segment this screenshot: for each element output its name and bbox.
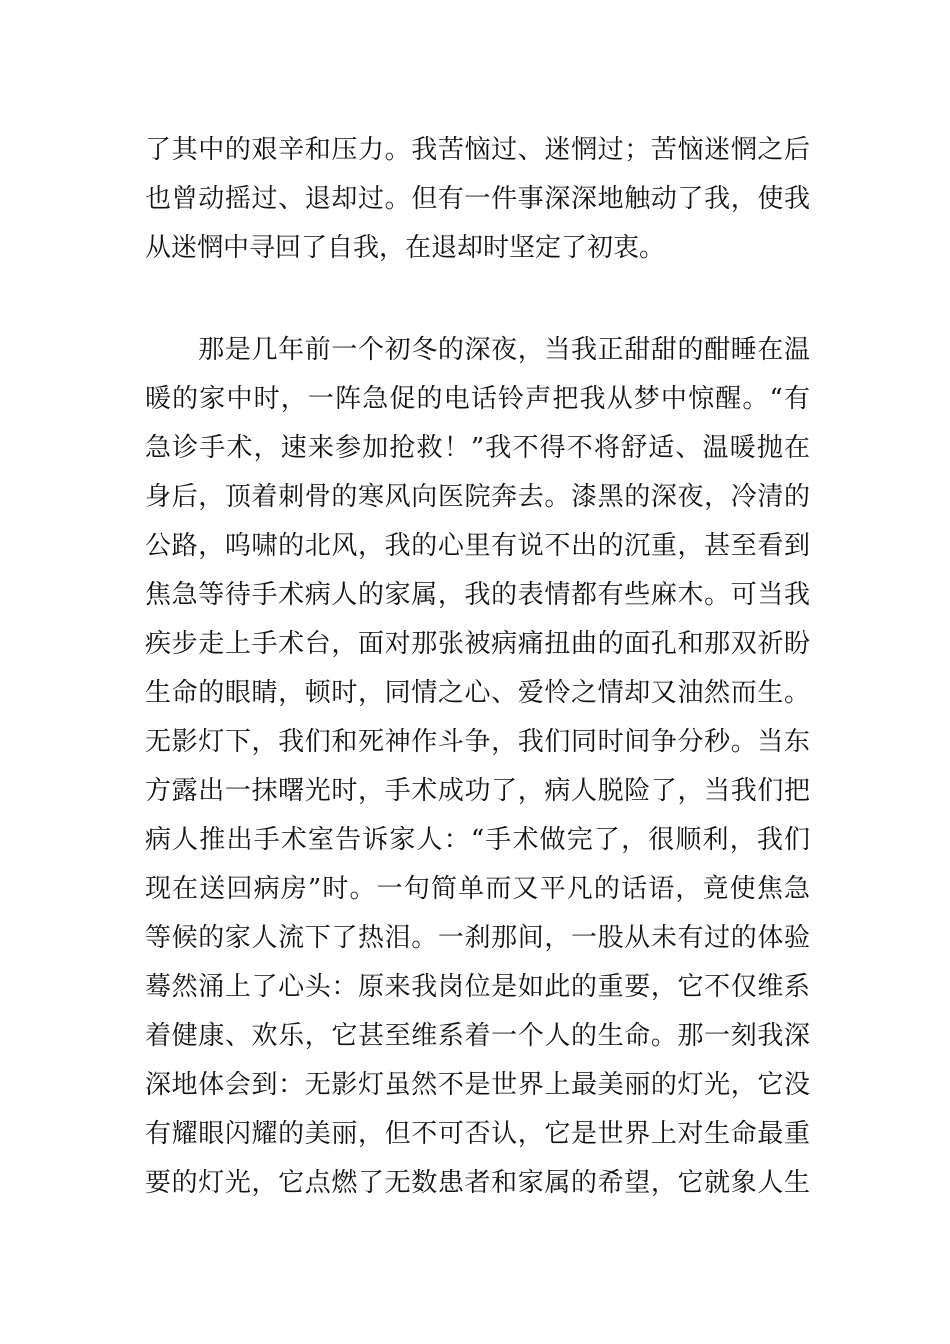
text-line: 公路，呜啸的北风，我的心里有说不出的沉重，甚至看到	[145, 531, 810, 561]
text-line: 现在送回病房”时。一句简单而又平凡的话语，竟使焦急	[145, 874, 810, 904]
text-line: 身后，顶着刺骨的寒风向医院奔去。漆黑的深夜，冷清的	[145, 482, 810, 512]
text-line: 从迷惘中寻回了自我，在退却时坚定了初衷。	[145, 233, 666, 263]
text-line: 疾步走上手术台，面对那张被病痛扭曲的面孔和那双祈盼	[145, 629, 810, 659]
text-line: 生命的眼睛，顿时，同情之心、爱怜之情却又油然而生。	[145, 678, 810, 708]
paragraph-1	[145, 126, 810, 273]
text-line: 方露出一抹曙光时，手术成功了，病人脱险了，当我们把	[145, 776, 810, 806]
text-line: 那是几年前一个初冬的深夜，当我正甜甜的酣睡在温	[145, 335, 810, 365]
text-line: 着健康、欢乐，它甚至维系着一个人的生命。那一刻我深	[145, 1021, 810, 1051]
text-line: 等候的家人流下了热泪。一刹那间，一股从未有过的体验	[145, 923, 810, 953]
text-line: 暖的家中时，一阵急促的电话铃声把我从梦中惊醒。“有	[145, 384, 810, 414]
text-line: 要的灯光，它点燃了无数患者和家属的希望，它就象人生	[145, 1168, 810, 1198]
paragraph-2	[145, 326, 810, 1208]
text-line: 急诊手术，速来参加抢救！”我不得不将舒适、温暖抛在	[145, 433, 810, 463]
text-line: 也曾动摇过、退却过。但有一件事深深地触动了我，使我	[145, 184, 810, 214]
text-line: 蓦然涌上了心头：原来我岗位是如此的重要，它不仅维系	[145, 972, 810, 1002]
text-line: 深地体会到：无影灯虽然不是世界上最美丽的灯光，它没	[145, 1070, 810, 1100]
text-line: 无影灯下，我们和死神作斗争，我们同时间争分秒。当东	[145, 727, 810, 757]
text-line: 了其中的艰辛和压力。我苦恼过、迷惘过；苦恼迷惘之后	[145, 135, 810, 165]
text-line: 病人推出手术室告诉家人：“手术做完了，很顺利，我们	[145, 825, 810, 855]
text-line: 有耀眼闪耀的美丽，但不可否认，它是世界上对生命最重	[145, 1119, 810, 1149]
text-line: 焦急等待手术病人的家属，我的表情都有些麻木。可当我	[145, 580, 810, 610]
